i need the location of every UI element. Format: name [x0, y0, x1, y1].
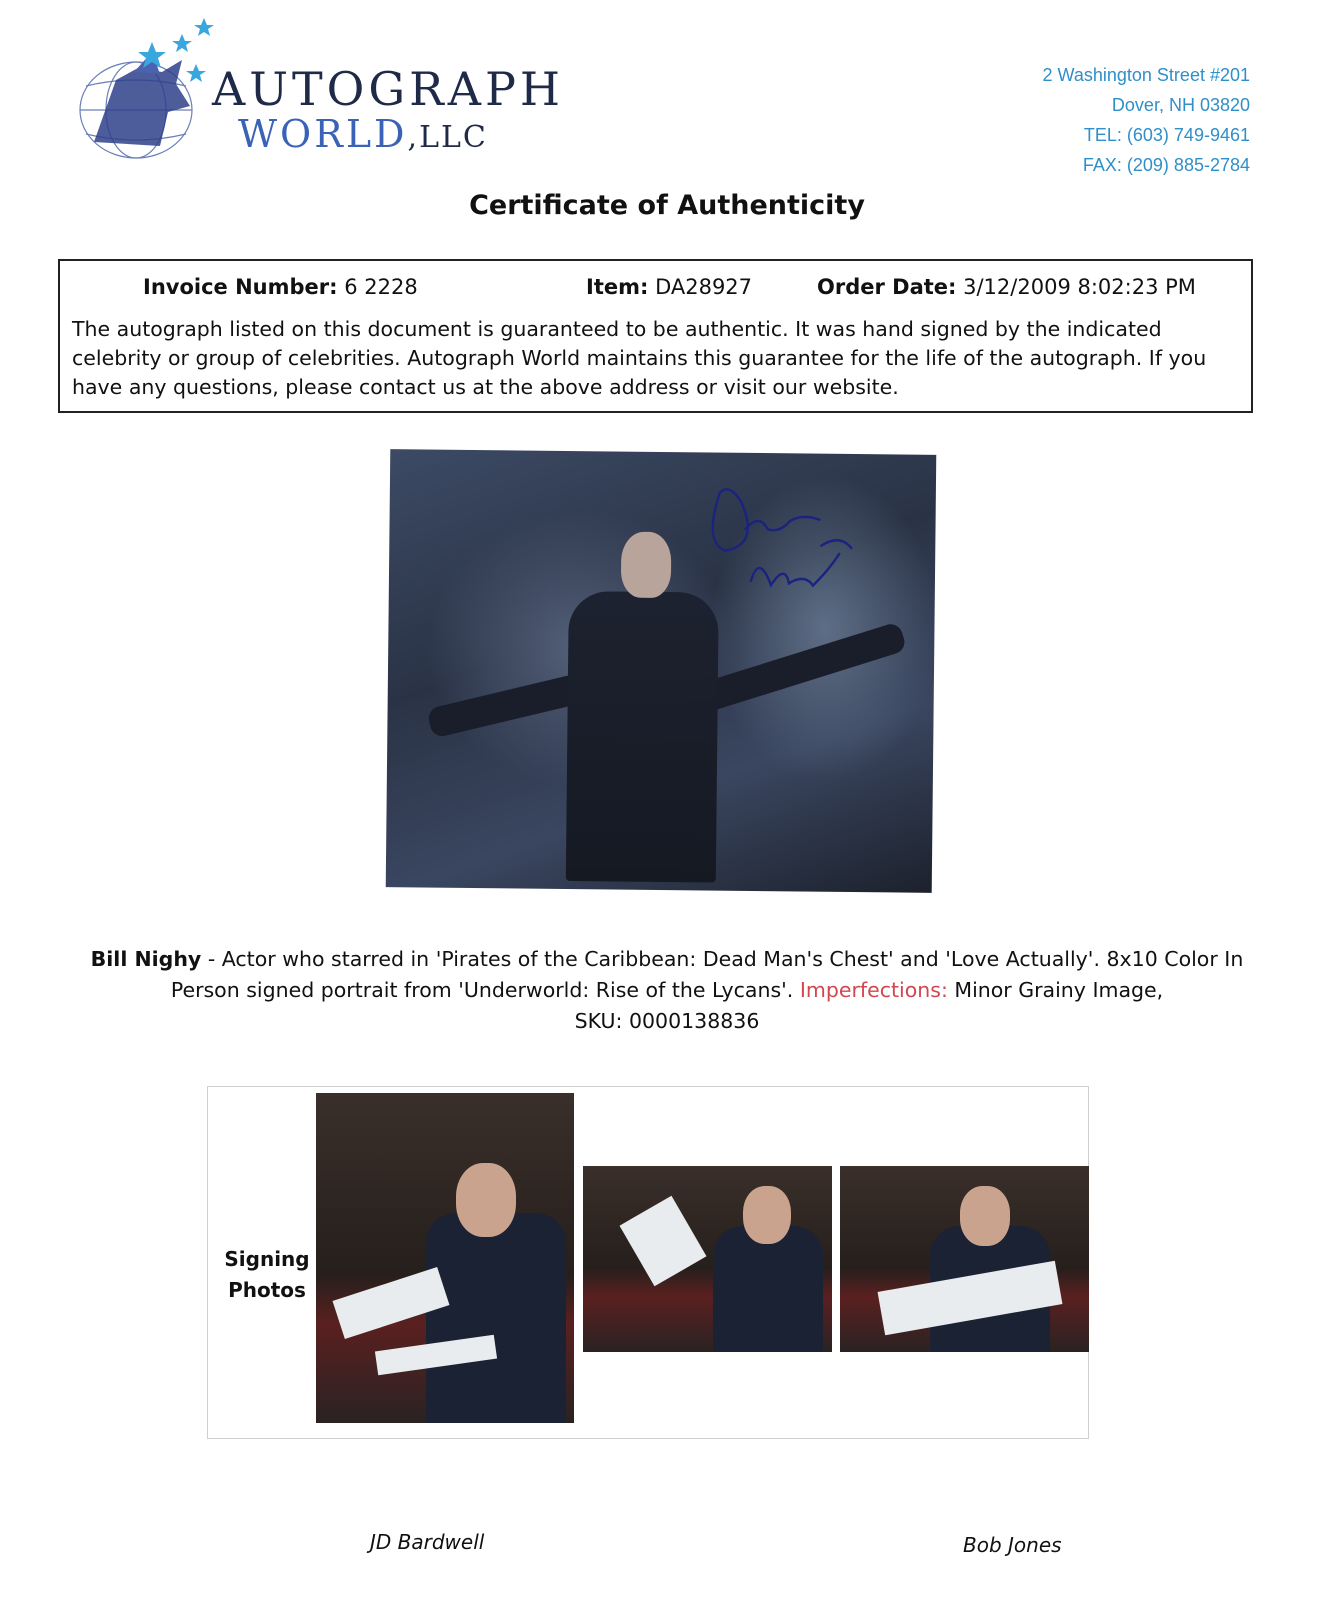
order-date: [817, 275, 1196, 299]
photo-head: [456, 1163, 516, 1237]
certificate-title: Certificate of Authenticity: [469, 190, 865, 221]
item-number: [586, 275, 752, 299]
invoice-number: [143, 275, 418, 299]
address-city: Dover, NH 03820: [1111, 95, 1250, 115]
signing-photo-2: [583, 1166, 832, 1352]
photo-figure-arm-right: [689, 621, 908, 715]
photo-head: [743, 1186, 791, 1244]
autograph-signature-icon: [689, 472, 870, 614]
logo-line1: AUTOGRAPH: [212, 62, 565, 116]
signature-right: Bob Jones: [963, 1533, 1062, 1557]
order-date-label: Order Date:: [817, 275, 957, 299]
photo-figure-arm-left: [426, 672, 589, 738]
guarantee-text: The autograph listed on this document is guaranteed to be authentic. It was hand signed by the indicated celebrity or group of celebrities. Autograph World maintains this guarantee for the life of the autograph. If you have any questions, please contact us at the above address or visit our website.: [72, 317, 1207, 399]
sku: SKU: 0000138836: [574, 1009, 760, 1033]
photo-jacket: [426, 1213, 566, 1423]
logo-line2: [238, 112, 488, 156]
signature-left: JD Bardwell: [370, 1530, 485, 1554]
imperfections-value: Minor Grainy Image,: [947, 978, 1164, 1002]
photo-figure-body: [566, 591, 719, 883]
invoice-label: Invoice Number:: [143, 275, 338, 299]
autographed-photo: [386, 449, 937, 893]
signing-photo-3: [840, 1166, 1089, 1352]
address-tel: TEL: (603) 749-9461: [1083, 125, 1250, 145]
address-street: 2 Washington Street #201: [1042, 65, 1250, 85]
celebrity-name: Bill Nighy: [90, 947, 202, 971]
item-label: Item:: [586, 275, 649, 299]
logo-world: WORLD: [238, 112, 408, 156]
invoice-value: 6 2228: [344, 275, 418, 299]
description-text: - Actor who starred in 'Pirates of the Caribbean: Dead Man's Chest' and 'Love Actually'. 8x10 Color In Person signed portrait from 'Underworld: Rise of the Lycans'.: [170, 947, 1244, 1002]
company-address: [1043, 60, 1250, 180]
photo-figure-head: [621, 532, 672, 599]
order-date-value: 3/12/2009 8:02:23 PM: [963, 275, 1196, 299]
item-description: [70, 944, 1264, 1037]
signing-photo-1: [316, 1093, 574, 1423]
globe-horse-icon: [64, 12, 224, 172]
photo-head: [960, 1186, 1010, 1246]
signing-photos-label: Signing Photos: [224, 1247, 310, 1302]
address-fax: FAX: (209) 885-2784: [1082, 155, 1250, 175]
item-value: DA28927: [655, 275, 753, 299]
photo-jacket: [713, 1226, 823, 1352]
imperfections-label: Imperfections:: [799, 978, 948, 1002]
logo-llc: ,LLC: [407, 120, 488, 155]
photo-paper: [620, 1196, 707, 1287]
